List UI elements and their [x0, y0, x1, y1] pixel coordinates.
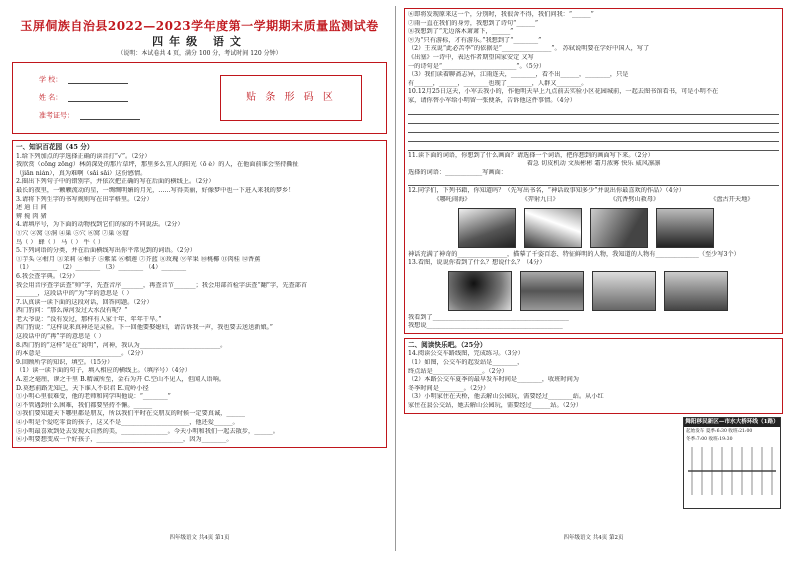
question-line: 7.认真读一读下面的这段对话，回答问题。（2分） [16, 298, 153, 306]
question-line: _______，这段话中的“为”字的意思是（ ） [16, 290, 133, 298]
name-field[interactable]: 姓 名： [39, 93, 128, 102]
question-line: D.莫愁前路无知己，天下谁人不识君 E.荒岭小径 [16, 384, 149, 392]
page-divider [395, 6, 396, 551]
book-title: 《羿射九日》 [521, 195, 559, 203]
pollution-photos [448, 271, 779, 311]
bus-time-1: 起始发车 夏季:6:30 收班:21:00 [686, 429, 753, 434]
left-footer: 四年级语文 共4页 第1页 [169, 535, 230, 542]
bus-stop-diagram [684, 443, 778, 499]
illustration-nezha [458, 208, 516, 248]
question-line: ④小明是个爱吃零食的孩子，这又不是______________________，他还爱______。 [16, 419, 239, 426]
question-line: ⑥小明要想变成一个好孩子，____________________________，因为________。 [16, 436, 233, 444]
right-footer: 四年级语文 共4页 第2页 [563, 535, 624, 542]
question-line: 西门豹问：“那么漳河发过大水没有呢？” [16, 307, 128, 315]
book-title: 《盘古开天地》 [710, 195, 754, 203]
q13-line-2: 我想说____________________________________________ [408, 322, 563, 330]
question-line: 14.阅读公交车路线图，完成练习。（3分） [408, 350, 524, 358]
question-line: 4.请填序号，为下面的动物找到它们的家的不同说法。（2分） [16, 221, 184, 229]
question-line: ①穴 ②窝 ③洞 ④巢 ⑤穴 ⑥窝 ⑦巢 ⑧窟 [16, 229, 129, 237]
q11-choose: 选择的词语：____________写画面： [408, 168, 507, 176]
question-line: 我欣赏（cōng zōng）林荫深处的那片草坪，那里多么宜人的阳光（ō è）的人，在他面前谁会坚持撕扯 [16, 161, 299, 169]
question-line: 6.我会查字典。（2分） [16, 272, 79, 280]
question-line: ①小明心里很难受，他的老师和同学叫他说：“________” [16, 393, 171, 401]
question-line: （3）我们读着聊斋志异，江雨连天，________，看不出______，________，只是 [408, 71, 629, 79]
book-title: 《哪吒闹海》 [433, 195, 471, 203]
question-line: ⑥即将发现原来这一个，分别时，我很舍不得，我们问我：“______” [408, 11, 594, 18]
question-line: ①芋头 ②柑月 ③茉莉 ④柚子 ⑤紫菜 ⑥榴莲 ⑦芥蓝 ⑧玫瑰 ⑨苹果 ⑩桃椰 ⑪肉桂 ⑫香蕉 [16, 255, 261, 263]
question-line: 3.请将下列生字的书写规则写在田字格里。（2分） [16, 195, 153, 203]
right-questions-box [404, 8, 783, 334]
question-line: （1）读一读下面的句子，填入相应的横线上。（填序号）（4分） [16, 367, 191, 375]
question-line: （2）王戎说“此必苦李”的依据是“________________”。 苏轼说明要在学好中国人，写了 [408, 45, 650, 53]
exam-title: 玉屏侗族自治县2022—2023学年度第一学期期末质量监测试卷 [20, 19, 379, 33]
bus-route-map [683, 417, 781, 509]
section-2 [404, 338, 783, 414]
q11-words: 着急 切皮机动 文质彬彬 霜月浓雾 快乐 威风凛凛 [526, 160, 661, 168]
question-line: 老大爷说：“没有发过，那样有人家十年、年年干旱。” [16, 315, 162, 323]
question-line: ⑧我想到了“无边落木萧萧下，______” [408, 28, 514, 36]
question-line: 最长的夜里，一颗颗流动的星，一绸绸明媚的月光，……写得美丽，好像梦中也一下进入来我的梦乡！ [16, 186, 295, 194]
question-line: 5.下列词语的分类，并在后面横线写出你平常见到的词语。（2分） [16, 247, 196, 255]
illustration-chenxiang [590, 208, 648, 248]
question-12: 12.同学们，下列书籍，你知道吗？（先写出书名，“神话故事知多少”并说出你最喜欢的作品）（4分） [408, 187, 685, 195]
question-line: ②不管遇到什么困难，我们都要坚持不懈。______ [16, 401, 153, 409]
question-11: 11.读下面的词语，你想到了什么画面？请选择一个词语，把你想到的画面写下来。（2分） [408, 151, 654, 159]
illustration-houyi [524, 208, 582, 248]
question-line: ⑨为“只有游标，才有游乐。”我想到了“________” [408, 36, 542, 44]
question-line: 的本意是__________________________。（2分） [16, 350, 147, 358]
question-line: 有______，______，________也现了________，人群又________。 [408, 79, 588, 87]
section-1 [12, 140, 387, 448]
question-line: A.差之毫厘，谬之千里 B.精诚所至，金石为开 C.空山不见人，但闻人语响。 [16, 376, 225, 384]
question-line: 10.12月25日这天，小军去我小的，作他明天早上九点前去实验小区花园城前，一起去图书馆看书，可是小明不在 [408, 88, 719, 96]
photo-factory [592, 271, 656, 311]
right-page [402, 8, 785, 543]
question-line: 这段话中的“再”字的意思是（ ） [16, 333, 105, 341]
question-line: 终点站是________________。（2分） [408, 367, 508, 375]
question-line: ⑤小明最喜欢到处去发现大自然的美，_______________。今天小明和我们一起去散步，______。 [16, 427, 279, 435]
photo-river [520, 271, 584, 311]
bus-time-2: 冬季:7:00 收班:19:30 [686, 437, 733, 442]
student-info-box [12, 62, 387, 134]
question-line: 我会用音序查字法查“帅”字，先查音序_______，再查音节_______；我会用部首检字法查“翻”字，先查部首 [16, 281, 308, 289]
photo-field [664, 271, 728, 311]
question-line: 辨 搅 肉 猪 [16, 212, 47, 220]
question-line: 家，请你替小军给小明留一张便条，告诉他这件事情。（4分） [408, 96, 576, 104]
question-line: 8.西门豹的“这样”是在“说明”，河神，我认为__________________________。 [16, 341, 227, 349]
photo-smoke [448, 271, 512, 311]
question-line: 鸟（ ） 蜂（ ） 马（ ） 牛（ ） [16, 238, 105, 246]
q13-line-1: 我看到了____________________________________________ [408, 313, 569, 321]
left-questions [16, 153, 383, 445]
question-line: （1）________ （2）________ （3）________ （4）________ [16, 264, 187, 272]
bus-route-title: 舞阳移民新区—市水大桥环线（1路） [685, 419, 779, 425]
exam-subtitle: 四年级 语文 [152, 35, 247, 48]
question-line: 2.圈出下列句子中的错别字，并依次把正确的写在后面的横线上。（2分） [16, 178, 215, 186]
question-line: 9.回顾所学的知识，填空。（15分） [16, 358, 114, 366]
section-2-title: 二、阅读快乐吧。（25分） [408, 340, 487, 349]
question-line: 1.给下列加点的字选择正确的读音打“√”。（2分） [16, 152, 151, 160]
myth-illustrations [458, 208, 779, 248]
question-line: （jiān nián），真为难啊（sǎi sǎi）这份感情。 [16, 169, 147, 177]
reading-questions [408, 350, 678, 410]
section-1-title: 一、知识百花园（45 分） [16, 143, 94, 151]
question-line: ⑦雨一直在我们的身旁，我想到了诗句“______” [408, 19, 539, 27]
right-questions [408, 11, 779, 106]
exam-note: （说明：本试卷共 4 页，满分 100 分，考试时间 120 分钟） [117, 50, 282, 57]
q12-tail: 神话充满了神奇的________________，描摹了千姿百态、特征鲜明的人物，我知道的人物有______________（至少写3个） [408, 250, 740, 258]
school-field[interactable]: 学 校： [39, 75, 128, 84]
left-page [8, 8, 391, 543]
question-line: 《出塞》一诗中，表达作者期望国家安定 又写 [408, 53, 534, 61]
question-line: 一的诗句是“________________________”。（5分） [408, 62, 546, 70]
question-line: 冬季时间是________。（2分） [408, 384, 490, 392]
question-line: 述 迪 日 间 [16, 204, 47, 212]
question-13: 13.看图，说说你看到了什么？想说什么？（4分） [408, 259, 546, 267]
question-line: （2）本路公交车夏季的最早发车时间是________，收班时间为 [408, 376, 579, 384]
book-title: 《沉香劈山救母》 [609, 195, 660, 203]
barcode-area: 贴 条 形 码 区 [220, 75, 362, 121]
exam-number-field[interactable]: 准考证号： [39, 111, 140, 120]
question-line: （1）如图，公交车的起发站是________， [408, 359, 524, 367]
question-line: 家住在县公交站，她去解山公园玩，需要经过______站。（2分） [408, 402, 583, 410]
illustration-pangu [656, 208, 714, 248]
book-list [408, 196, 779, 205]
question-line: （3）小明家住在天桥，他去解山公园玩，需要经过________站。从小红 [408, 393, 604, 401]
question-line: 西门豹说：“这样说来真神还是灵验。下一回他要娶媳妇，请告诉我一声，我也要去送送新娘。” [16, 324, 273, 332]
question-line: ③我们要知道天下哪里都是朋友，所以我们平时在交朋友的时候一定要真诚，______ [16, 410, 245, 418]
